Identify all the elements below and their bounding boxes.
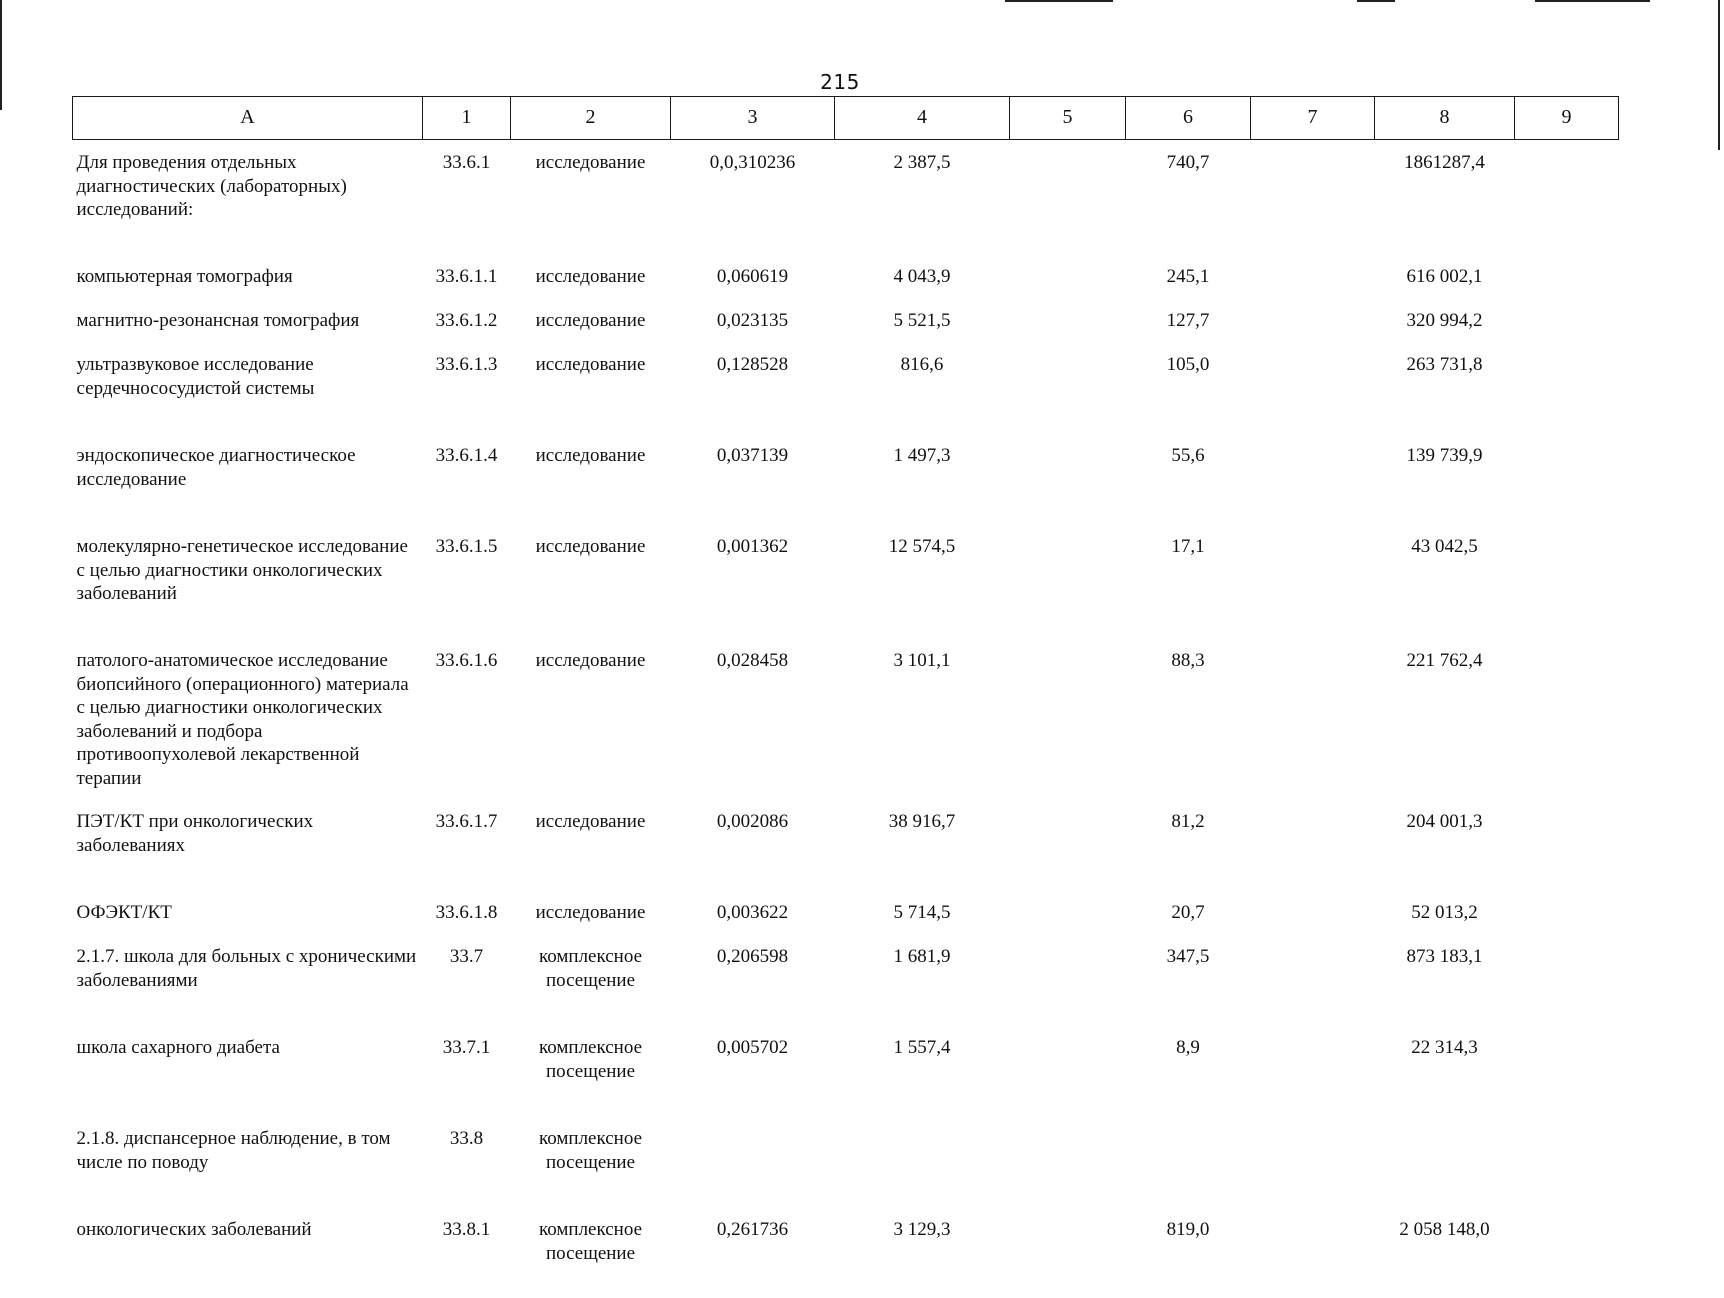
row-code: 33.6.1.1 (435, 266, 498, 287)
row-col-7 (1251, 638, 1375, 799)
row-col-9 (1515, 934, 1619, 1025)
table-row (73, 1116, 1619, 1207)
row-name: онкологических заболеваний (76, 1219, 312, 1240)
row-col-3: 0,060619 (716, 266, 789, 287)
row-col-7 (1251, 934, 1375, 1025)
row-col-4: 38 916,7 (888, 811, 956, 832)
row-col-7 (1251, 1207, 1375, 1298)
scan-edge-right (1718, 0, 1720, 150)
row-code: 33.6.1.2 (435, 310, 498, 331)
row-col-5 (1010, 254, 1126, 298)
row-col-9 (1515, 433, 1619, 524)
row-code: 33.6.1.5 (435, 536, 498, 557)
row-col-6: 81,2 (1171, 811, 1205, 832)
header-cell-a: А (73, 97, 423, 140)
row-col-6: 105,0 (1166, 354, 1210, 375)
row-col-9 (1515, 254, 1619, 298)
row-col-8: 1861287,4 (1404, 152, 1485, 173)
row-name: ультразвуковое исследование сердечнососудистой системы (76, 354, 315, 399)
row-col-7 (1251, 1116, 1375, 1207)
scan-edge-top-3 (1535, 0, 1650, 2)
row-col-3: 0,261736 (716, 1219, 789, 1240)
row-col-3: 0,001362 (716, 536, 789, 557)
row-name: компьютерная томография (76, 266, 293, 287)
row-col-5 (1010, 934, 1126, 1025)
row-col-5 (1010, 140, 1126, 255)
table-row (73, 934, 1619, 1025)
row-col-5 (1010, 524, 1126, 638)
header-cell-8: 8 (1375, 97, 1515, 140)
row-unit: комплексное посещение (538, 1219, 643, 1264)
row-col-7 (1251, 1025, 1375, 1116)
row-name: ОФЭКТ/КТ (76, 902, 172, 923)
header-cell-4: 4 (835, 97, 1010, 140)
header-cell-9: 9 (1515, 97, 1619, 140)
row-col-5 (1010, 1025, 1126, 1116)
row-col-5 (1010, 433, 1126, 524)
row-name: 2.1.8. диспансерное наблюдение, в том числе по поводу (76, 1128, 391, 1173)
row-code: 33.6.1.4 (435, 445, 498, 466)
row-col-4: 4 043,9 (893, 266, 951, 287)
row-unit: комплексное посещение (538, 1037, 643, 1082)
row-col-6: 20,7 (1171, 902, 1205, 923)
row-name: патолого-анатомическое исследование биопсийного (операционного) материала с целью диагностики онкологических заболеваний и подбора противоопухолевой лекарственной терапии (76, 650, 409, 789)
row-col-9 (1515, 799, 1619, 890)
row-name: ПЭТ/КТ при онкологических заболеваниях (76, 811, 314, 856)
row-col-5 (1010, 638, 1126, 799)
row-code: 33.6.1.7 (435, 811, 498, 832)
row-col-5 (1010, 298, 1126, 342)
row-name: 2.1.7. школа для больных с хроническими заболеваниями (76, 946, 417, 991)
row-col-8: 43 042,5 (1411, 536, 1478, 557)
row-col-6 (1126, 1116, 1251, 1207)
row-unit: исследование (535, 152, 646, 173)
header-cell-7: 7 (1251, 97, 1375, 140)
row-col-4: 3 101,1 (893, 650, 951, 671)
scan-edge-top-1 (1005, 0, 1113, 2)
row-unit: исследование (535, 650, 646, 671)
row-col-3: 0,0,310236 (709, 152, 796, 173)
row-unit: комплексное посещение (538, 1128, 643, 1173)
header-row (73, 97, 1619, 140)
row-col-9 (1515, 890, 1619, 934)
table-row (73, 433, 1619, 524)
row-col-9 (1515, 1116, 1619, 1207)
row-col-6: 347,5 (1166, 946, 1210, 967)
row-code: 33.6.1.6 (435, 650, 498, 671)
table-row (73, 254, 1619, 298)
data-table (72, 96, 1619, 1298)
table-row (73, 298, 1619, 342)
table-row (73, 342, 1619, 433)
table-row (73, 1207, 1619, 1298)
row-col-8: 22 314,3 (1411, 1037, 1478, 1058)
row-col-5 (1010, 799, 1126, 890)
row-col-3: 0,037139 (716, 445, 789, 466)
row-col-4: 3 129,3 (893, 1219, 951, 1240)
scan-edge-top-2 (1357, 0, 1395, 2)
row-code: 33.8 (449, 1128, 484, 1149)
row-col-6: 17,1 (1171, 536, 1205, 557)
row-name: школа сахарного диабета (76, 1037, 280, 1058)
header-cell-1: 1 (423, 97, 511, 140)
row-col-3: 0,028458 (716, 650, 789, 671)
row-col-6: 8,9 (1176, 1037, 1200, 1058)
row-col-3: 0,002086 (716, 811, 789, 832)
row-code: 33.6.1 (442, 152, 491, 173)
header-cell-3: 3 (671, 97, 835, 140)
row-name: магнитно-резонансная томография (76, 310, 360, 331)
row-col-8 (1375, 1116, 1515, 1207)
header-cell-2: 2 (511, 97, 671, 140)
row-col-9 (1515, 524, 1619, 638)
row-col-7 (1251, 433, 1375, 524)
row-col-4: 816,6 (900, 354, 944, 375)
row-col-8: 52 013,2 (1411, 902, 1478, 923)
row-col-8: 263 731,8 (1406, 354, 1483, 375)
row-col-8: 616 002,1 (1406, 266, 1483, 287)
header-cell-5: 5 (1010, 97, 1126, 140)
row-col-4: 2 387,5 (893, 152, 951, 173)
row-col-3: 0,023135 (716, 310, 789, 331)
row-code: 33.7 (449, 946, 484, 967)
row-col-5 (1010, 1116, 1126, 1207)
row-unit: исследование (535, 536, 646, 557)
row-col-7 (1251, 890, 1375, 934)
row-col-4: 1 681,9 (893, 946, 951, 967)
row-col-4: 1 497,3 (893, 445, 951, 466)
row-col-9 (1515, 638, 1619, 799)
row-code: 33.6.1.8 (435, 902, 498, 923)
table-row (73, 140, 1619, 255)
row-code: 33.7.1 (442, 1037, 491, 1058)
row-unit: исследование (535, 445, 646, 466)
row-col-4: 5 714,5 (893, 902, 951, 923)
row-name: молекулярно-генетическое исследование с целью диагностики онкологических заболеваний (76, 536, 408, 604)
row-col-5 (1010, 1207, 1126, 1298)
page-number: 215 (820, 70, 860, 94)
table-row (73, 524, 1619, 638)
row-col-4: 12 574,5 (888, 536, 956, 557)
row-col-8: 221 762,4 (1406, 650, 1483, 671)
row-col-7 (1251, 298, 1375, 342)
row-col-8: 204 001,3 (1406, 811, 1483, 832)
row-col-7 (1251, 140, 1375, 255)
row-col-7 (1251, 799, 1375, 890)
row-col-3: 0,128528 (716, 354, 789, 375)
row-unit: исследование (535, 811, 646, 832)
row-col-3: 0,005702 (716, 1037, 789, 1058)
row-col-9 (1515, 1025, 1619, 1116)
row-col-4 (835, 1116, 1010, 1207)
table-row (73, 799, 1619, 890)
table-row (73, 1025, 1619, 1116)
row-col-3: 0,206598 (716, 946, 789, 967)
row-code: 33.8.1 (442, 1219, 491, 1240)
row-name: эндоскопическое диагностическое исследование (76, 445, 356, 490)
row-col-6: 819,0 (1166, 1219, 1210, 1240)
row-unit: исследование (535, 354, 646, 375)
row-col-7 (1251, 342, 1375, 433)
table-row (73, 890, 1619, 934)
row-col-9 (1515, 140, 1619, 255)
row-code: 33.6.1.3 (435, 354, 498, 375)
table-row (73, 638, 1619, 799)
row-col-4: 5 521,5 (893, 310, 951, 331)
row-unit: исследование (535, 902, 646, 923)
row-col-8: 2 058 148,0 (1399, 1219, 1490, 1240)
row-col-9 (1515, 1207, 1619, 1298)
row-col-9 (1515, 342, 1619, 433)
row-col-9 (1515, 298, 1619, 342)
row-col-7 (1251, 254, 1375, 298)
row-col-6: 127,7 (1166, 310, 1210, 331)
row-col-6: 55,6 (1171, 445, 1205, 466)
row-col-8: 139 739,9 (1406, 445, 1483, 466)
row-col-5 (1010, 342, 1126, 433)
row-unit: исследование (535, 266, 646, 287)
row-name: Для проведения отдельных диагностических (лабораторных) исследований: (76, 152, 347, 220)
row-col-7 (1251, 524, 1375, 638)
row-col-6: 740,7 (1166, 152, 1210, 173)
row-col-8: 873 183,1 (1406, 946, 1483, 967)
row-col-6: 245,1 (1166, 266, 1210, 287)
row-col-3 (671, 1116, 835, 1207)
row-col-8: 320 994,2 (1406, 310, 1483, 331)
row-unit: комплексное посещение (538, 946, 643, 991)
row-col-3: 0,003622 (716, 902, 789, 923)
row-col-6: 88,3 (1171, 650, 1205, 671)
header-cell-6: 6 (1126, 97, 1251, 140)
row-col-4: 1 557,4 (893, 1037, 951, 1058)
row-unit: исследование (535, 310, 646, 331)
row-col-5 (1010, 890, 1126, 934)
